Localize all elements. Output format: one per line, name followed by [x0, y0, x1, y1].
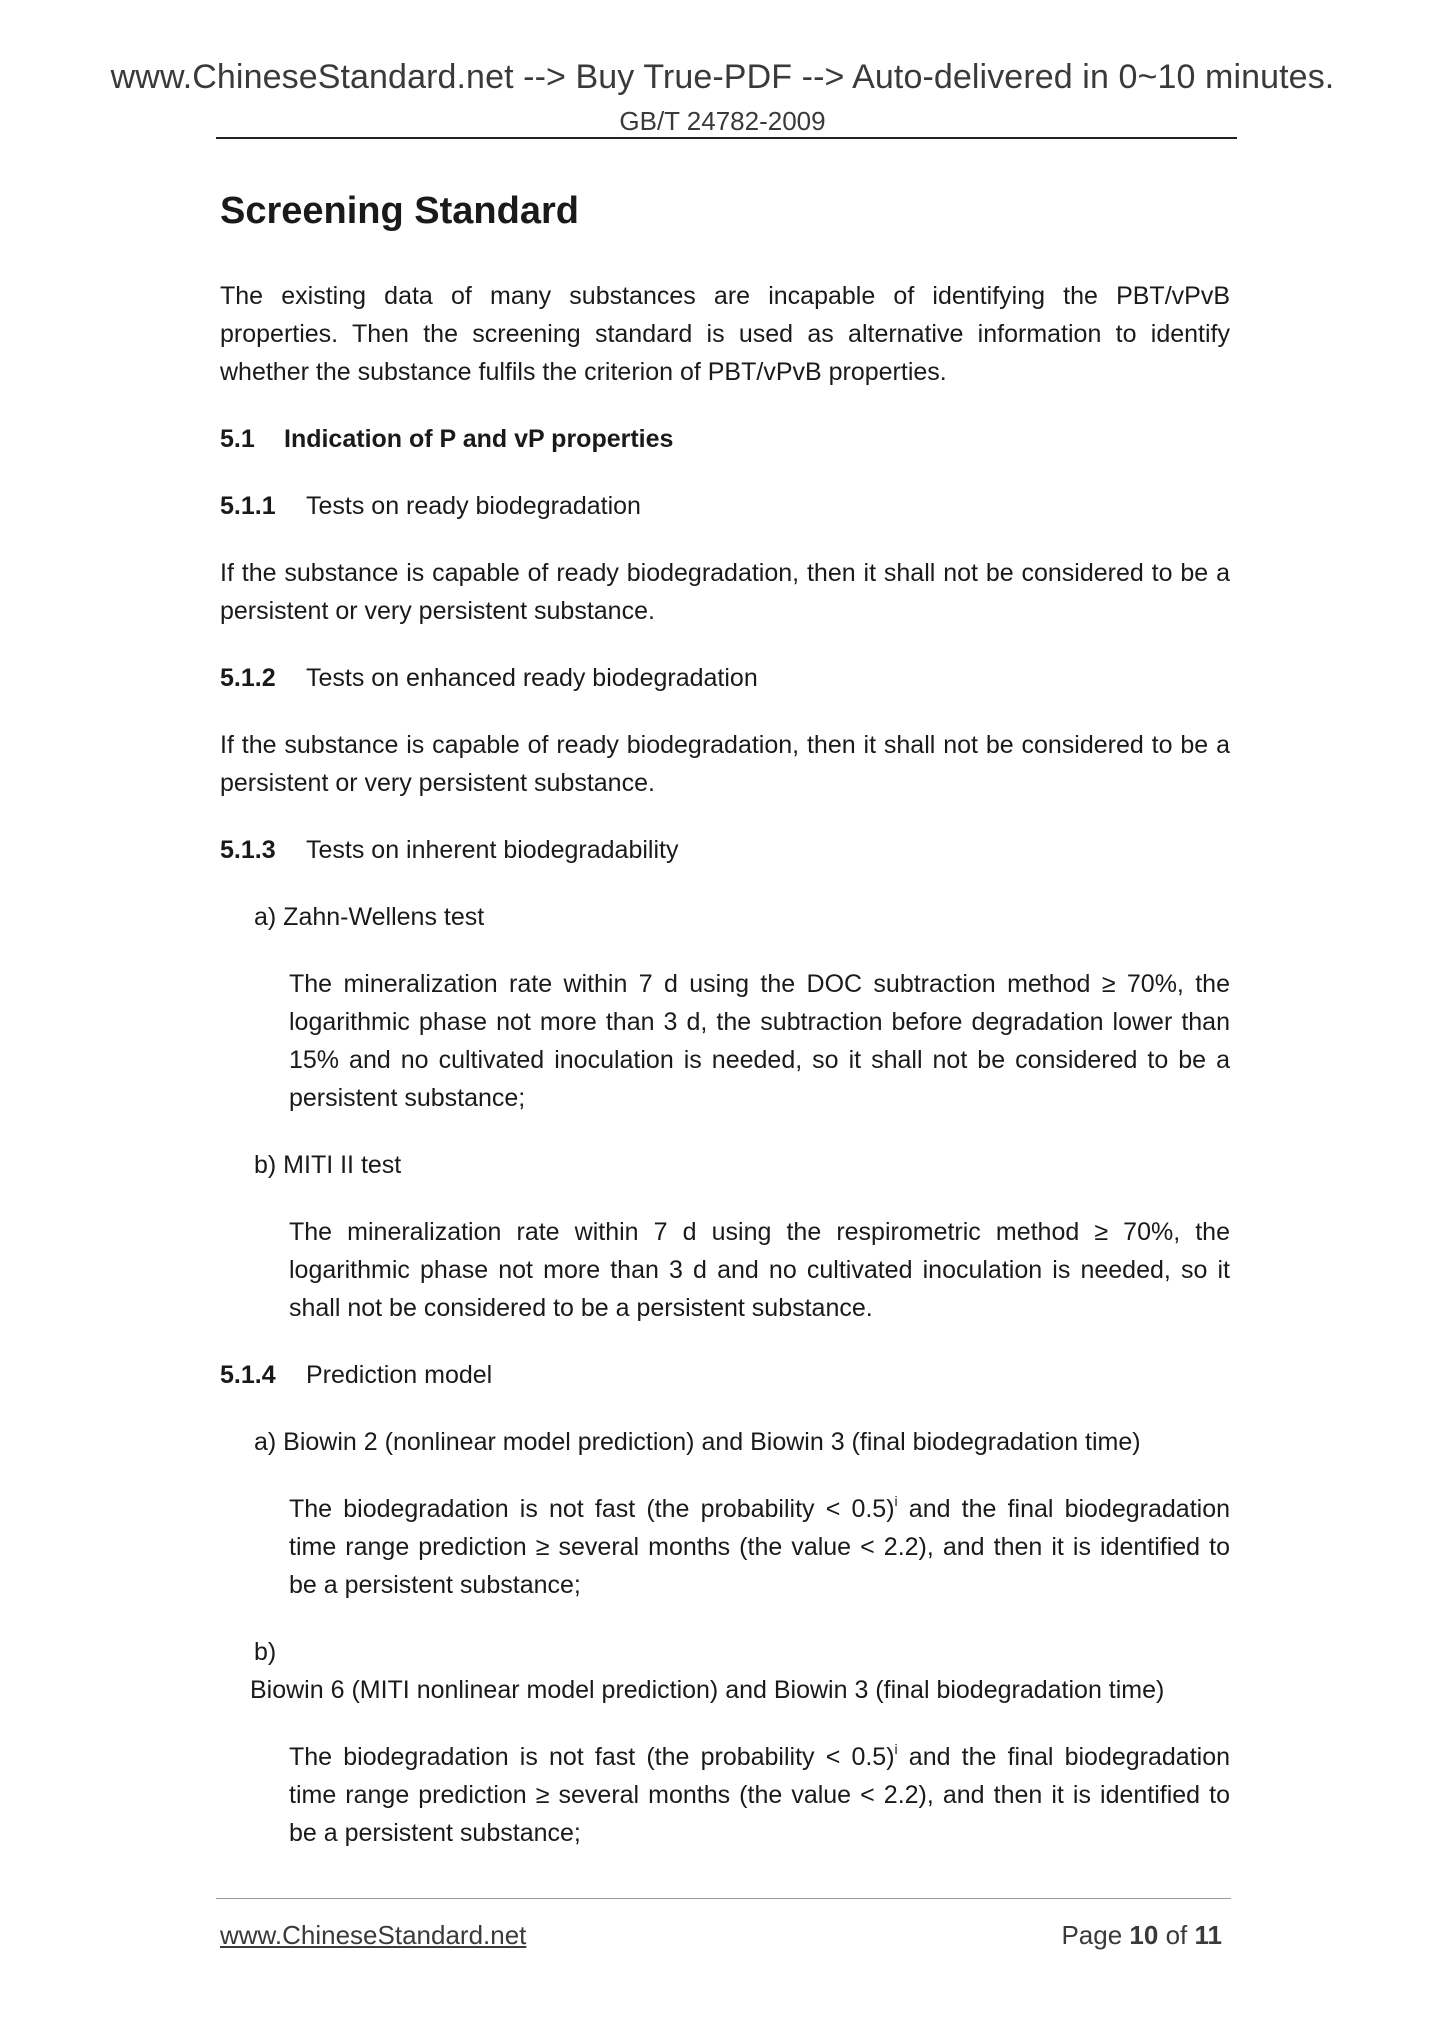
section-title: Tests on ready biodegradation: [306, 492, 641, 520]
section-5-1-3-heading: [220, 831, 1230, 869]
list-item-label: [220, 1633, 1230, 1709]
main-content: [220, 190, 1230, 1881]
list-label-text: Biowin 6 (MITI nonlinear model prediction) and Biowin 3 (final biodegradation time): [250, 1676, 1165, 1704]
section-5-1-1-heading: [220, 487, 1230, 525]
footnote-ref: i: [894, 1492, 898, 1509]
section-title: Prediction model: [306, 1361, 493, 1389]
section-number: 5.1.3: [220, 836, 276, 864]
section-5-1-2-heading: [220, 659, 1230, 697]
section-number: 5.1.2: [220, 664, 276, 692]
section-5-1-heading: [220, 420, 1230, 458]
list-item-label: a) Zahn-Wellens test: [254, 903, 485, 931]
standard-number: GB/T 24782-2009: [619, 106, 826, 136]
section-title: Tests on enhanced ready biodegradation: [306, 664, 758, 692]
list-item-text: The biodegradation is not fast (the probability < 0.5)$^i$ and the final biodegradation time range prediction ≥ several months (the value < 2.2), and then it is identified to be a persistent substance;: [289, 1492, 1231, 1599]
intro-paragraph: The existing data of many substances are incapable of identifying the PBT/vPvB properties. Then the screening standard is used as alternative information to identify whether the substance fulfils the criterion of PBT/vPvB properties.: [220, 282, 1230, 386]
list-item-text: The mineralization rate within 7 d using the DOC subtraction method ≥ 70%, the logarithmic phase not more than 3 d, the subtraction before degradation lower than 15% and no cultivated inoculation is needed, so it shall not be considered to be a persistent substance;: [289, 970, 1230, 1112]
footnote-ref: i: [894, 1740, 898, 1757]
top-banner[interactable]: www.ChineseStandard.net --> Buy True-PDF --> Auto-delivered in 0~10 minutes.: [110, 58, 1335, 96]
list-item-text: The biodegradation is not fast (the probability < 0.5)$^i$ and the final biodegradation time range prediction ≥ several months (the value < 2.2), and then it is identified to be a persistent substance;: [289, 1740, 1231, 1847]
section-number: 5.1.4: [220, 1361, 276, 1389]
list-item-text: The mineralization rate within 7 d using the respirometric method ≥ 70%, the logarithmic phase not more than 3 d and no cultivated inoculation is needed, so it shall not be considered to be a persistent substance.: [289, 1218, 1230, 1322]
page-title: Screening Standard: [220, 190, 579, 232]
footer-website-link[interactable]: www.ChineseStandard.net: [220, 1920, 527, 1950]
section-5-1-2-text: If the substance is capable of ready biodegradation, then it shall not be considered to be a persistent or very persistent substance.: [220, 731, 1230, 797]
header-divider: [216, 137, 1237, 139]
list-letter: b): [254, 1638, 277, 1666]
section-title: Indication of P and vP properties: [284, 425, 674, 453]
section-title: Tests on inherent biodegradability: [306, 836, 679, 864]
section-number: 5.1: [220, 425, 255, 453]
list-item-label: b) MITI II test: [254, 1151, 402, 1179]
page-number: Page 10 of 11: [1061, 1920, 1222, 1950]
section-number: 5.1.1: [220, 492, 276, 520]
list-item-label: a) Biowin 2 (nonlinear model prediction) and Biowin 3 (final biodegradation time): [254, 1428, 1141, 1456]
section-5-1-1-text: If the substance is capable of ready biodegradation, then it shall not be considered to be a persistent or very persistent substance.: [220, 559, 1230, 625]
section-5-1-4-heading: [220, 1356, 1230, 1394]
footer-divider: [216, 1898, 1231, 1899]
